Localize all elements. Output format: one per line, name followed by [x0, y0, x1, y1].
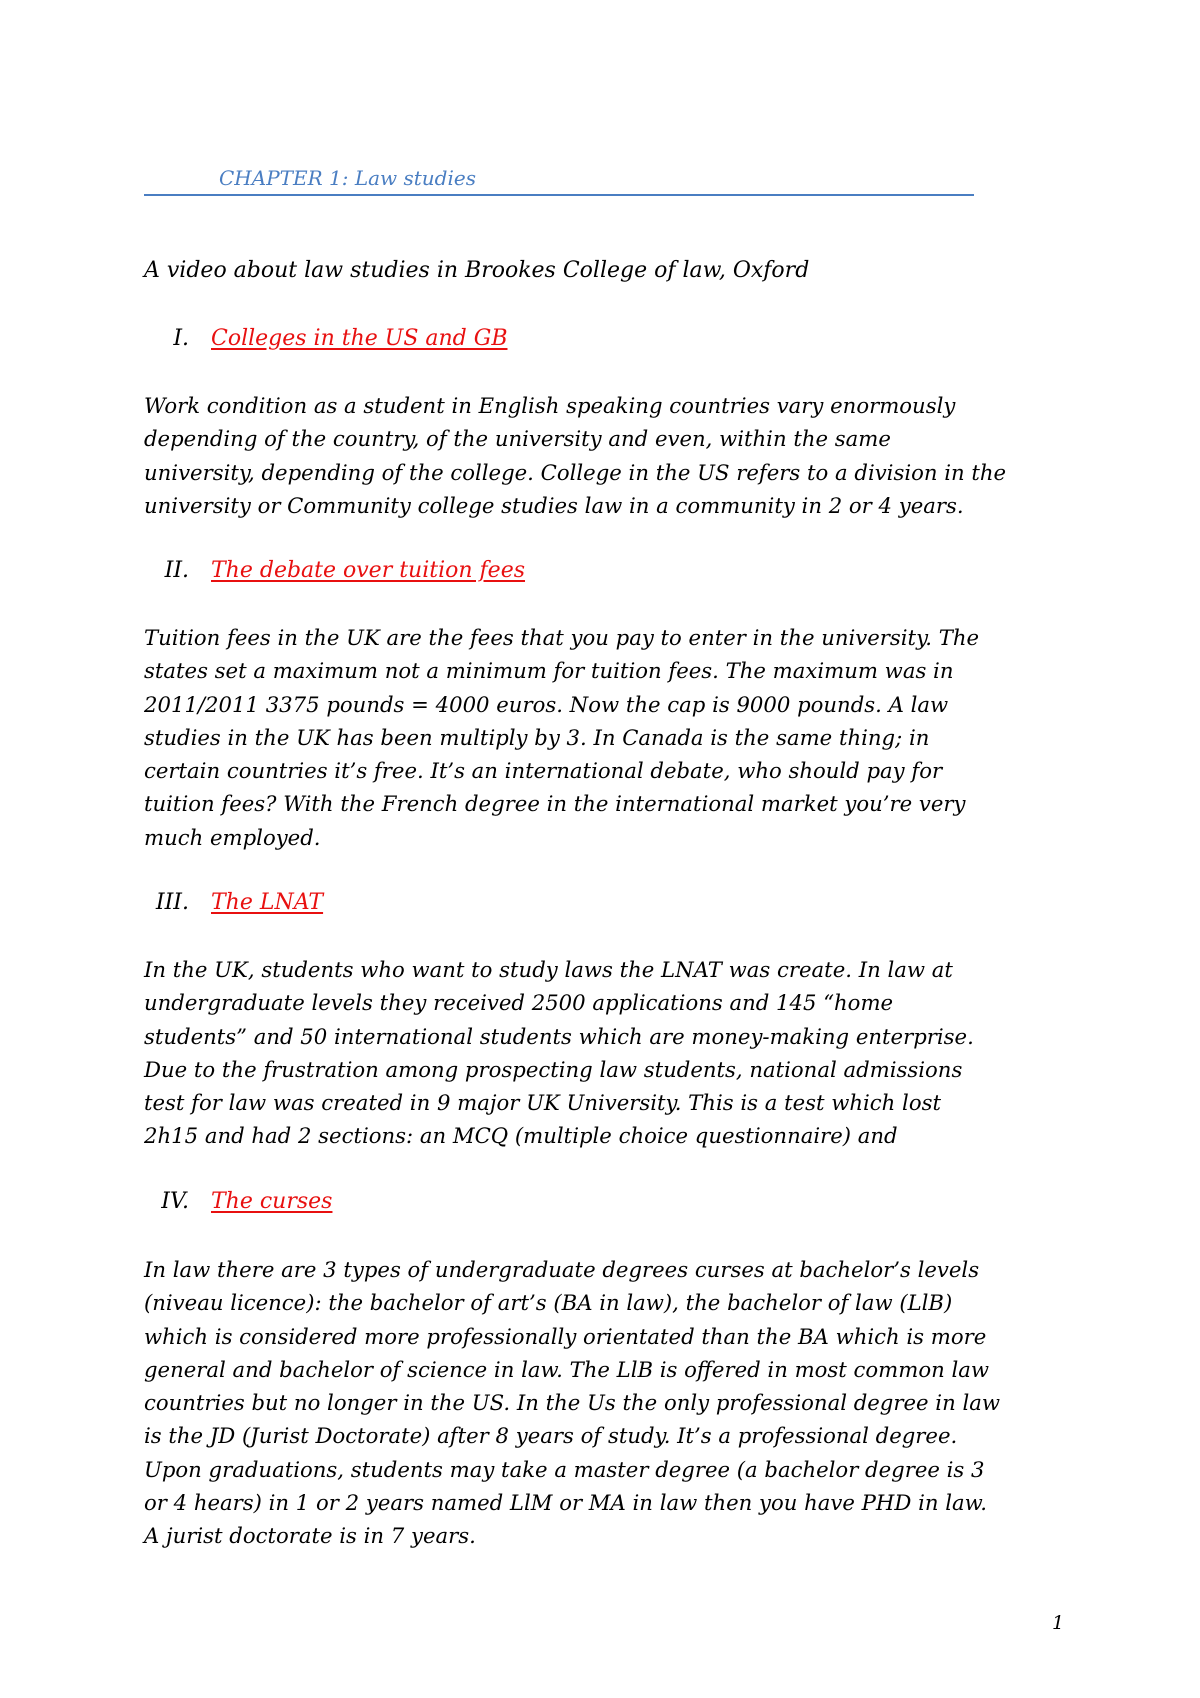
paragraph-line: In the UK, students who want to study laws the LNAT was create. In law at [144, 958, 953, 983]
chapter-heading-text: CHAPTER 1: Law studies [219, 166, 476, 190]
paragraph-line: (niveau licence): the bachelor of art’s (BA in law), the bachelor of law (LlB) [144, 1291, 953, 1317]
section-number: I. [173, 326, 189, 351]
paragraph-line: much employed. [144, 825, 321, 851]
intro-line: A video about law studies in Brookes College of law, Oxford [144, 258, 810, 283]
paragraph-line: 2h15 and had 2 sections: an MCQ (multiple choice questionnaire) and [144, 1124, 898, 1150]
paragraph-line: is the JD (Jurist Doctorate) after 8 years of study. It’s a professional degree. [144, 1424, 958, 1450]
section-title: The curses [211, 1189, 333, 1214]
paragraph-line: test for law was created in 9 major UK University. This is a test which lost [144, 1091, 941, 1117]
paragraph-line: A jurist doctorate is in 7 years. [144, 1524, 476, 1550]
paragraph-line: countries but no longer in the US. In the Us the only professional degree in law [144, 1391, 1001, 1417]
paragraph-line: or 4 hears) in 1 or 2 years named LlM or MA in law then you have PHD in law. [144, 1491, 988, 1517]
paragraph-line: In law there are 3 types of undergraduate degrees curses at bachelor’s levels [144, 1258, 980, 1283]
page-number: 1 [1052, 1612, 1065, 1634]
section-number: IV. [161, 1189, 189, 1214]
paragraph-line: university, depending of the college. College in the US refers to a division in the [144, 460, 1007, 486]
paragraph-line: Tuition fees in the UK are the fees that you pay to enter in the university. The [144, 626, 980, 651]
section-title: The debate over tuition fees [211, 558, 526, 583]
paragraph-line: Work condition as a student in English speaking countries vary enormously [144, 394, 956, 419]
paragraph-line: states set a maximum not a minimum for tuition fees. The maximum was in [144, 659, 954, 685]
paragraph-line: tuition fees? With the French degree in the international market you’re very [144, 792, 966, 818]
paragraph-line: undergraduate levels they received 2500 applications and 145 “home [144, 991, 894, 1017]
paragraph-line: general and bachelor of science in law. The LlB is offered in most common law [144, 1357, 990, 1383]
section-heading-1 [144, 326, 507, 351]
section-number: III. [155, 890, 189, 915]
section-paragraph-4 [144, 1254, 1104, 1554]
section-heading-2 [144, 558, 525, 583]
paragraph-line: studies in the UK has been multiply by 3. In Canada is the same thing; in [144, 725, 930, 751]
section-heading-4 [144, 1189, 332, 1214]
paragraph-line: depending of the country, of the university and even, within the same [144, 427, 891, 453]
section-heading-3 [144, 890, 323, 915]
chapter-heading [144, 164, 974, 196]
paragraph-line: certain countries it’s free. It’s an international debate, who should pay for [144, 759, 943, 785]
paragraph-line: students” and 50 international students which are money-making enterprise. [144, 1024, 974, 1050]
section-paragraph-1 [144, 390, 1104, 523]
paragraph-line: Due to the frustration among prospecting law students, national admissions [144, 1057, 963, 1083]
section-title: Colleges in the US and GB [211, 326, 508, 351]
paragraph-line: 2011/2011 3375 pounds = 4000 euros. Now the cap is 9000 pounds. A law [144, 692, 949, 718]
paragraph-line: university or Community college studies law in a community in 2 or 4 years. [144, 493, 964, 519]
section-number: II. [164, 558, 189, 583]
section-paragraph-2 [144, 622, 1104, 855]
paragraph-line: which is considered more professionally orientated than the BA which is more [144, 1324, 987, 1350]
section-title: The LNAT [211, 890, 324, 915]
paragraph-line: Upon graduations, students may take a master degree (a bachelor degree is 3 [144, 1457, 985, 1483]
section-paragraph-3 [144, 954, 1104, 1154]
